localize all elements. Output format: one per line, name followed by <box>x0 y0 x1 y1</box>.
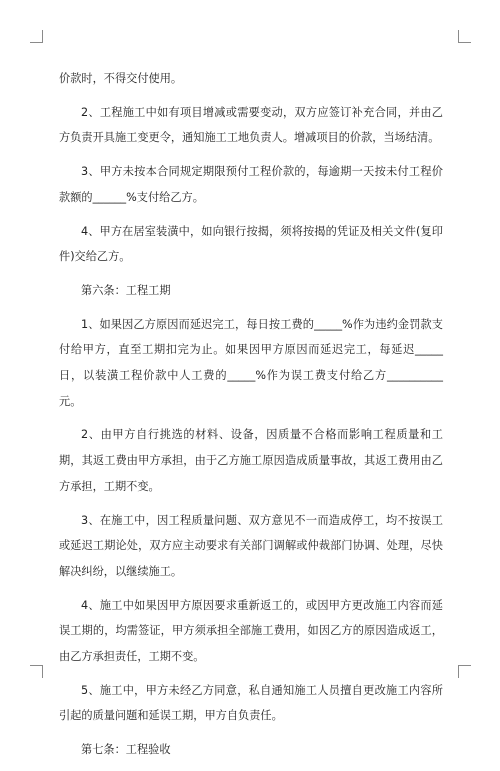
paragraph-clause-6-2: 2、由甲方自行挑选的材料、设备，因质量不合格而影响工程质量和工期，其返工费由甲方承担，由于乙方施工原因造成质量事故，其返工费用由乙方承担，工期不变。 <box>59 428 443 493</box>
crop-mark-bottom-right <box>458 665 471 678</box>
crop-mark-bottom-left <box>30 665 43 678</box>
paragraph-clause-5-2: 2、工程施工中如有项目增减或需要变动，双方应签订补充合同，并由乙方负责开具施工变更令，通知施工工地负责人。增减项目的价款，当场结清。 <box>59 105 443 145</box>
paragraph-clause-6-4: 4、施工中如果因甲方原因要求重新返工的，或因甲方更改施工内容而延误工期的，均需签证，甲方须承担全部施工费用，如因乙方的原因造成返工，由乙方承担责任，工期不变。 <box>59 598 443 664</box>
section-heading-article-6: 第六条：工程工期 <box>81 283 171 297</box>
paragraph-clause-5-4: 4、甲方在居室装潢中，如向银行按揭，须将按揭的凭证及相关文件(复印件)交给乙方。 <box>59 224 443 264</box>
document-body <box>59 66 443 771</box>
paragraph-clause-6-3: 3、在施工中，因工程质量问题、双方意见不一而造成停工，均不按误工或延迟工期论处，双方应主动要求有关部门调解或仲裁部门协调、处理，尽快解决纠纷，以继续施工。 <box>59 513 443 578</box>
paragraph-clause-6-1: 1、如果因乙方原因而延迟完工，每日按工费的_____%作为违约金罚款支付给甲方，直至工期扣完为止。如果因甲方原因而延迟完工，每延迟_____日，以装潢工程价款中人工费的_____%作为误工费支付给乙方__________元。 <box>59 317 443 408</box>
paragraph-price-continuation: 价款时，不得交付使用。 <box>59 72 183 85</box>
section-heading-article-7: 第七条：工程验收 <box>81 743 171 757</box>
paragraph-clause-5-3: 3、甲方未按本合同规定期限预付工程价款的，每逾期一天按未付工程价款额的______%支付给乙方。 <box>59 165 443 204</box>
crop-mark-top-right <box>458 30 471 43</box>
paragraph-clause-6-5: 5、施工中，甲方未经乙方同意，私自通知施工人员擅自更改施工内容所引起的质量问题和延误工期，甲方自负责任。 <box>59 683 443 723</box>
crop-mark-top-left <box>30 30 43 43</box>
